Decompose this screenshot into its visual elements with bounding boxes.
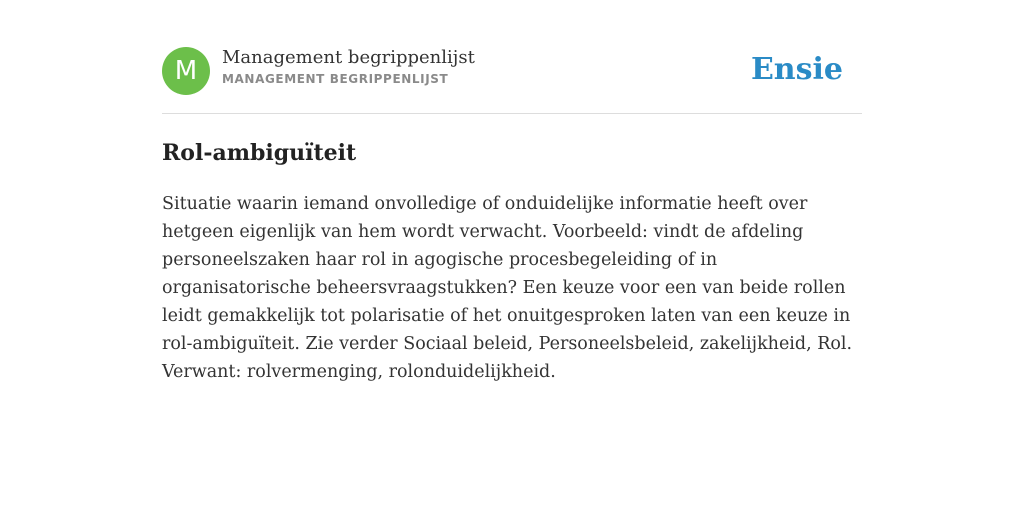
ensie-logo[interactable]: Ensie [750,52,843,87]
source-info [222,47,475,87]
entry-card [162,0,862,512]
term-title: Rol-ambiguïteit [162,140,357,166]
term-definition: Situatie waarin iemand onvolledige of onduidelijke informatie heeft over hetgeen eigenlijk van hem wordt verwacht. Voorbeeld: vindt de afdeling personeelszaken haar rol in agogische procesbegeleiding of in organisatorische beheersvraagstukken? Een keuze voor een van beide rollen leidt gemakkelijk tot polarisatie of het onuitgesproken laten van een keuze in rol-ambiguïteit. Zie verder Sociaal beleid, Personeelsbeleid, zakelijkheid, Rol. Verwant: rolvermenging, rolonduidelijkheid. [162,194,853,382]
source-subtitle: MANAGEMENT BEGRIPPENLIJST [222,72,449,86]
divider [162,113,862,114]
source-title[interactable]: Management begrippenlijst [222,47,475,68]
source-avatar[interactable]: M [162,47,210,95]
entry-header [162,47,862,95]
